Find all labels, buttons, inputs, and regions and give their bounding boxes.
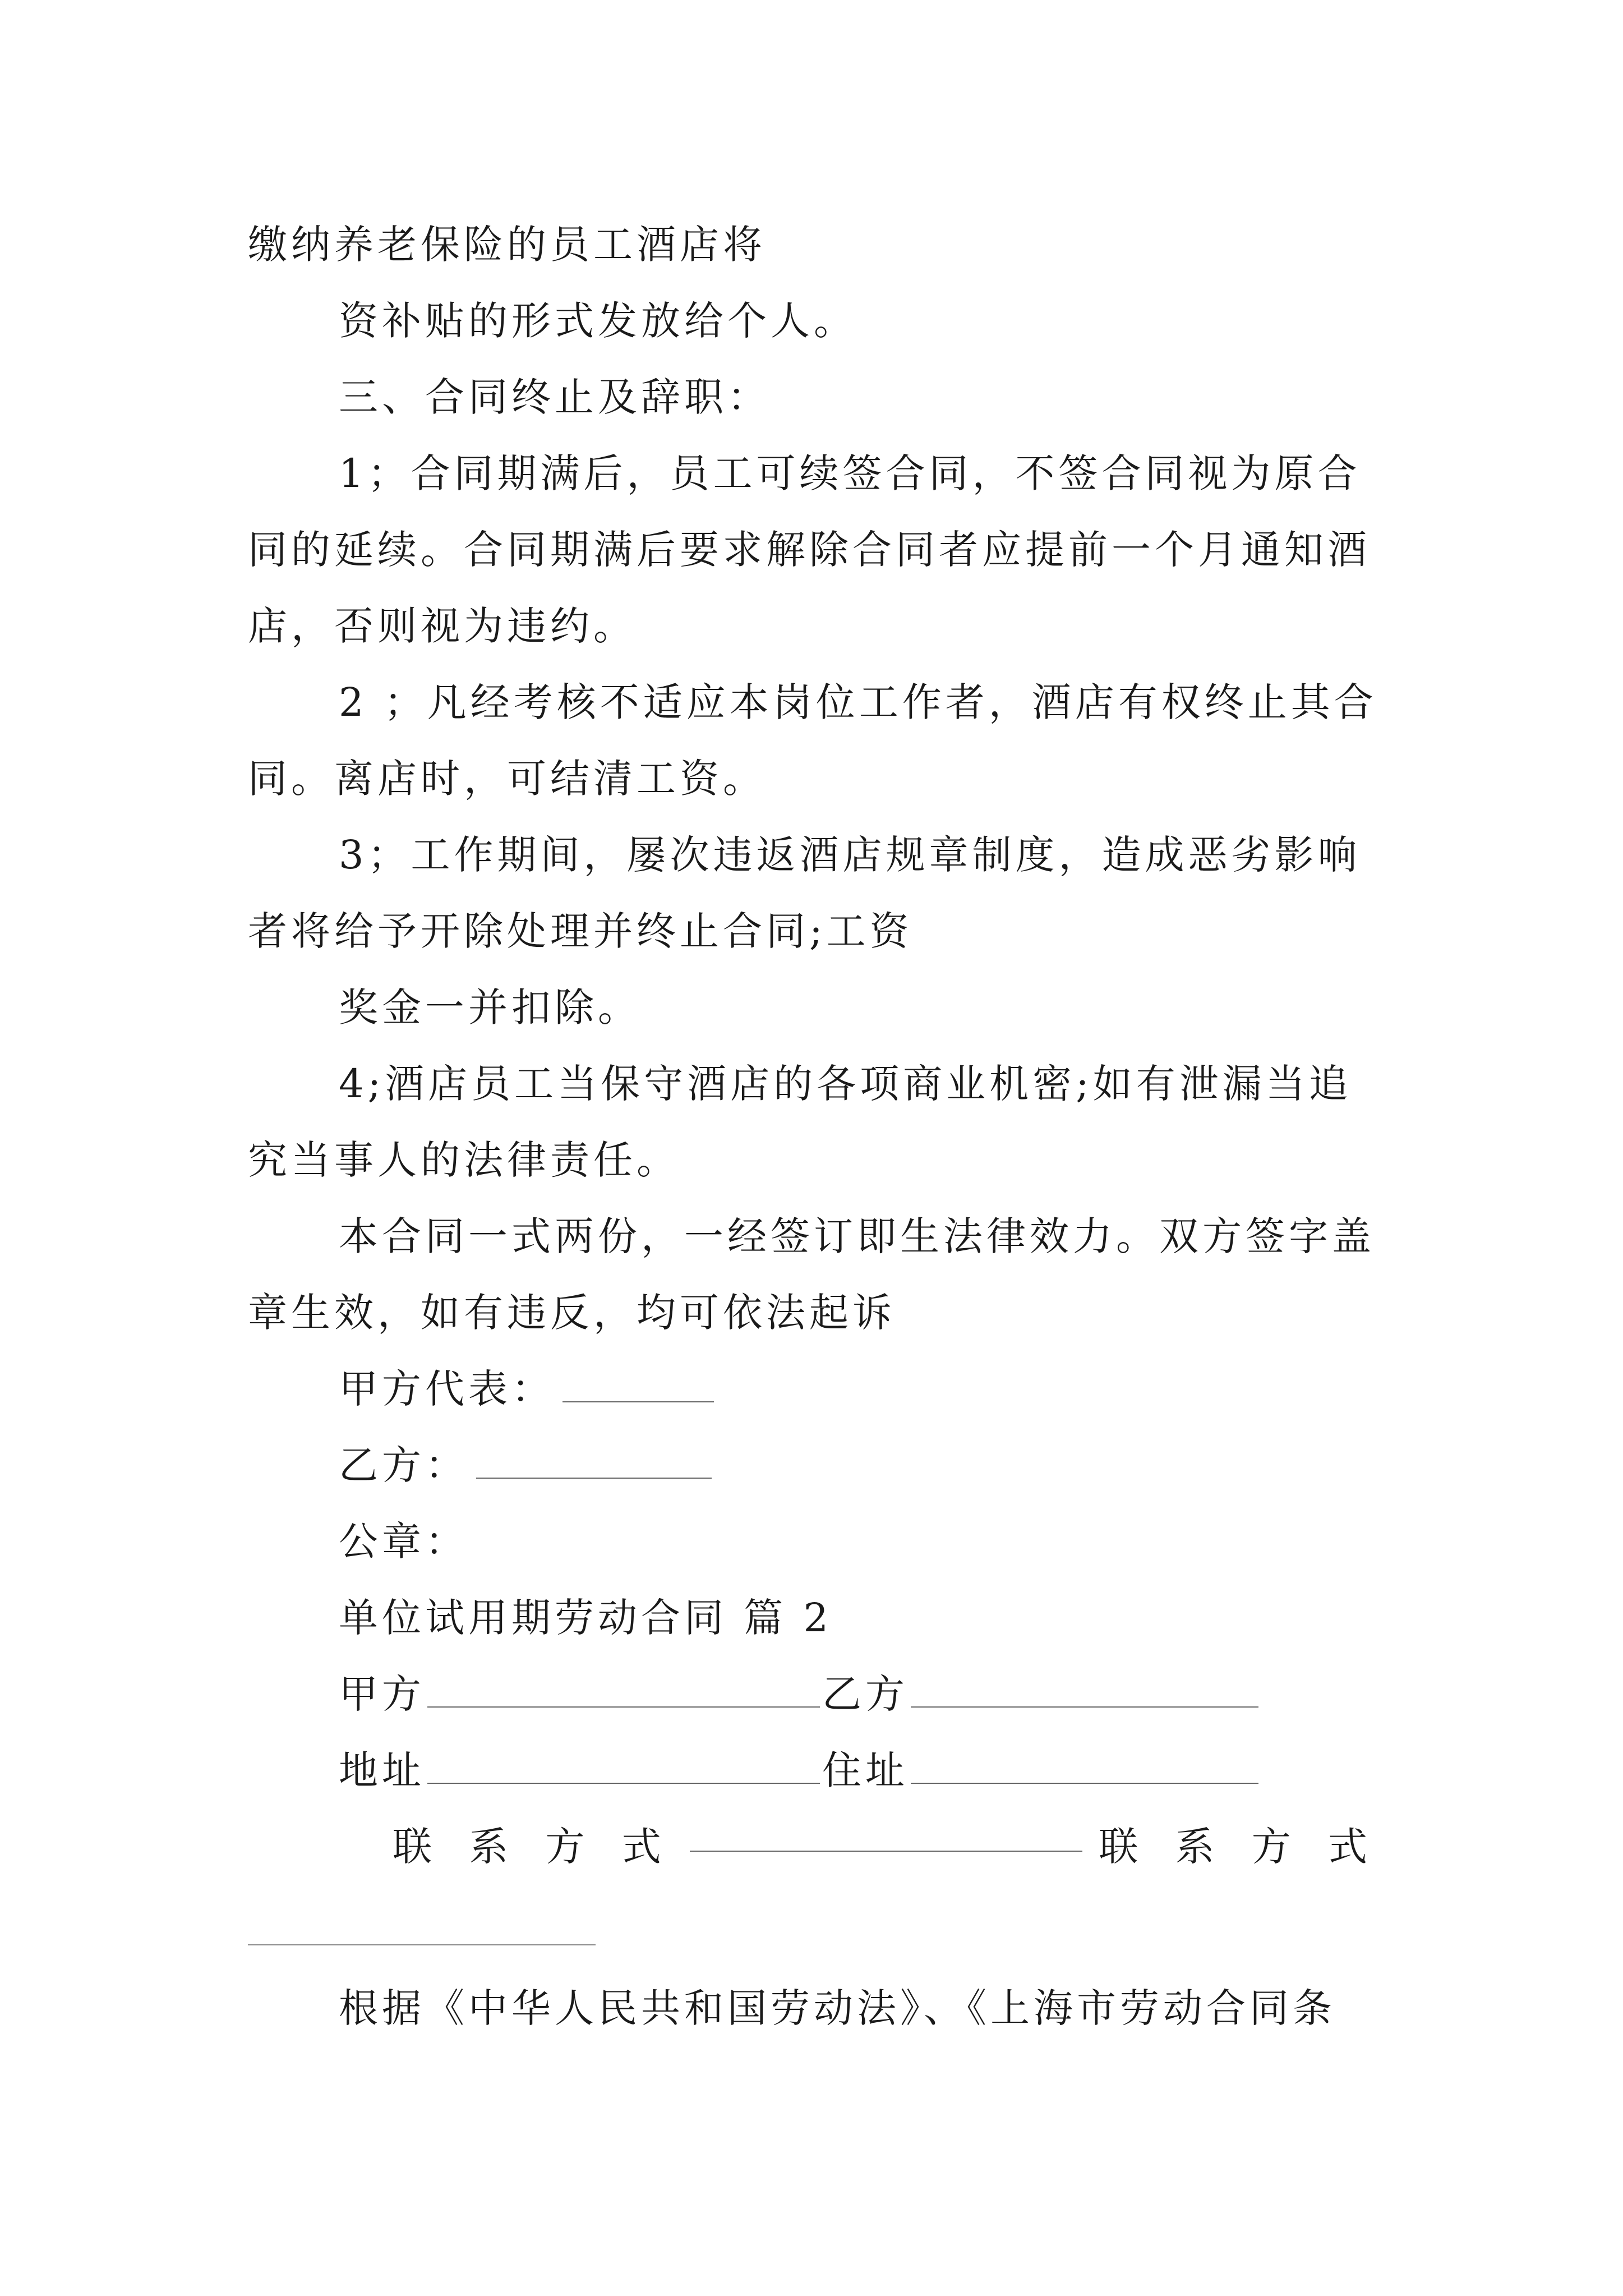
- address-label: 地址: [339, 1747, 425, 1793]
- paragraph-line: 者将给予开除处理并终止合同;工资: [248, 908, 913, 954]
- contact-b-label: 联 系 方 式: [1099, 1824, 1380, 1870]
- section-heading: 三、合同终止及辞职：: [339, 374, 771, 420]
- party-b-line: [339, 1440, 712, 1490]
- seal-line: 公章：: [339, 1519, 468, 1565]
- contact-a-label: 联 系 方 式: [393, 1824, 674, 1870]
- paragraph-line: 4;酒店员工当保守酒店的各项商业机密;如有泄漏当追: [339, 1061, 1352, 1107]
- party-b-blank[interactable]: [476, 1448, 712, 1479]
- paragraph-line: 根据《中华人民共和国劳动法》、《上海市劳动合同条: [339, 1985, 1336, 2031]
- paragraph-line: 2 ；凡经考核不适应本岗位工作者，酒店有权终止其合: [339, 679, 1377, 725]
- paragraph-line: 章生效，如有违反，均可依法起诉: [248, 1290, 896, 1336]
- party-a-field-blank[interactable]: [427, 1677, 820, 1708]
- paragraph-line: 本合同一式两份，一经签订即生法律效力。双方签字盖: [339, 1213, 1375, 1259]
- paragraph-line: 缴纳养老保险的员工酒店将: [248, 222, 766, 268]
- paragraph-line: 3；工作期间，屡次违返酒店规章制度，造成恶劣影响: [339, 832, 1361, 878]
- paragraph-line: 奖金一并扣除。: [339, 984, 641, 1030]
- party-b-label: 乙方：: [339, 1442, 468, 1488]
- footnote-divider: [248, 1944, 596, 1945]
- party-a-rep-label: 甲方代表：: [339, 1366, 555, 1412]
- address-blank[interactable]: [427, 1754, 820, 1784]
- paragraph-line: 究当事人的法律责任。: [248, 1137, 680, 1183]
- parties-line: [339, 1669, 1258, 1719]
- paragraph-line: 1；合同期满后，员工可续签合同，不签合同视为原合: [339, 450, 1361, 496]
- party-a-rep-line: [339, 1364, 714, 1414]
- party-a-rep-blank[interactable]: [562, 1372, 714, 1402]
- party-a-field-label: 甲方: [339, 1671, 425, 1717]
- residence-label: 住址: [822, 1747, 909, 1793]
- paragraph-line: 资补贴的形式发放给个人。: [339, 298, 857, 344]
- party-b-field-blank[interactable]: [911, 1677, 1258, 1708]
- party-b-field-label: 乙方: [822, 1671, 909, 1717]
- address-line: [339, 1745, 1258, 1796]
- contact-a-blank[interactable]: [690, 1821, 1082, 1852]
- section-title: 单位试用期劳动合同 篇 2: [339, 1595, 833, 1641]
- paragraph-line: 同。离店时，可结清工资。: [248, 756, 766, 802]
- residence-blank[interactable]: [911, 1754, 1258, 1784]
- paragraph-line: 店，否则视为违约。: [248, 603, 637, 649]
- paragraph-line: 同的延续。合同期满后要求解除合同者应提前一个月通知酒: [248, 527, 1371, 573]
- contact-line: [393, 1821, 1380, 1872]
